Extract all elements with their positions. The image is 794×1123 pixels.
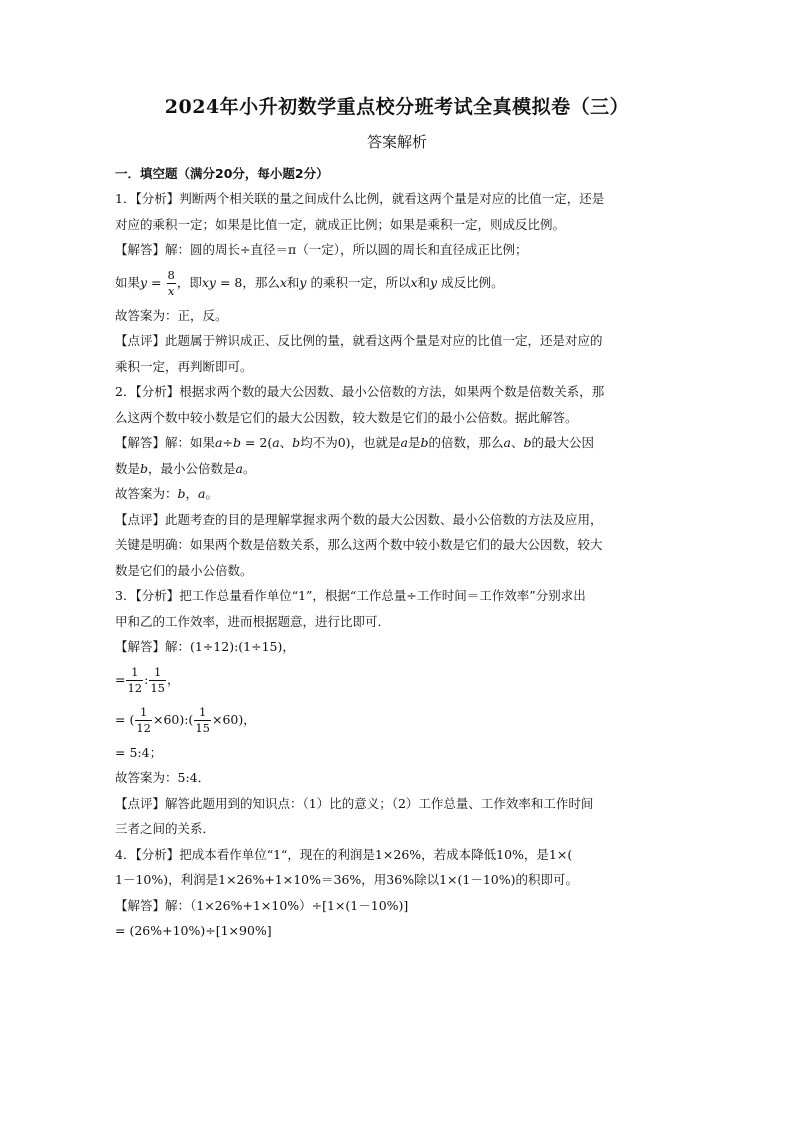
text-fragment: 的最大公因 bbox=[531, 435, 595, 450]
q2-comment-line-3: 数是它们的最小公倍数。 bbox=[115, 562, 253, 578]
fraction-numerator: 1 bbox=[149, 665, 166, 681]
q3-answer-line: 故答案为：5:4． bbox=[115, 770, 211, 785]
text-fragment: = bbox=[147, 274, 166, 290]
fraction-denominator: x bbox=[167, 283, 175, 298]
math-var: a bbox=[272, 435, 280, 450]
math-var: b bbox=[177, 486, 186, 501]
fraction bbox=[135, 705, 152, 736]
text-fragment: 故答案为： bbox=[115, 486, 178, 501]
q1-answer-line: 故答案为：正，反。 bbox=[115, 307, 228, 323]
text-fragment: 。 bbox=[205, 486, 219, 501]
q3-solution-line-2 bbox=[115, 660, 685, 700]
q2-solution-line-2 bbox=[115, 456, 685, 482]
math-expr: a÷b bbox=[215, 435, 241, 450]
math-var: a bbox=[503, 435, 511, 450]
math-var: b bbox=[140, 460, 149, 476]
q3-solution-line-1: 【解答】解：(1÷12):(1÷15)， bbox=[115, 639, 295, 654]
text-fragment: 和 bbox=[417, 274, 431, 290]
fraction bbox=[126, 665, 143, 696]
fraction-denominator: 15 bbox=[150, 680, 165, 695]
fraction-numerator: 1 bbox=[135, 705, 152, 721]
math-var: a bbox=[198, 486, 206, 501]
math-var: y bbox=[299, 274, 307, 290]
q3-comment-line-1: 【点评】解答此题用到的知识点：（1）比的意义；（2）工作总量、工作效率和工作时间 bbox=[115, 795, 594, 811]
fraction-numerator: 1 bbox=[194, 705, 211, 721]
text-fragment: 【解答】解：如果 bbox=[115, 435, 216, 450]
text-fragment: = 2( bbox=[240, 435, 273, 450]
q2-solution-line-1 bbox=[115, 430, 685, 456]
text-fragment: ×60)， bbox=[211, 711, 256, 727]
fraction-denominator: 12 bbox=[136, 720, 151, 735]
math-var: x bbox=[279, 274, 287, 290]
text-fragment: ， bbox=[166, 671, 180, 687]
q1-analysis-line-2: 对应的乘积一定；如果是比值一定，就成正比例；如果是乘积一定，则成反比例。 bbox=[115, 216, 566, 232]
q1-analysis-line-1: 1．【分析】判断两个相关联的量之间成什么比例，就看这两个量是对应的比值一定，还是 bbox=[115, 191, 605, 206]
fraction-numerator: 1 bbox=[126, 665, 143, 681]
q2-answer-line bbox=[115, 481, 685, 507]
q4-solution-line-1: 【解答】解：（1×26%+1×10%）÷[1×(1－10%)] bbox=[115, 897, 409, 913]
fraction bbox=[149, 665, 166, 696]
q1-comment-line-2: 乘积一定，再判断即可。 bbox=[115, 358, 253, 374]
fraction-numerator: 8 bbox=[167, 267, 175, 282]
text-fragment: 数是 bbox=[115, 460, 141, 476]
text-fragment: = 8，那么 bbox=[215, 274, 280, 290]
fraction-denominator: 15 bbox=[195, 720, 210, 735]
math-var: y bbox=[430, 274, 438, 290]
q4-solution-line-2: = (26%+10%)÷[1×90%] bbox=[115, 923, 272, 938]
q2-comment-line-1: 【点评】此题考查的目的是理解掌握求两个数的最大公因数、最小公倍数的方法及应用， bbox=[115, 511, 603, 527]
text-fragment: = ( bbox=[115, 711, 135, 727]
fraction bbox=[194, 705, 211, 736]
section-heading: 一．填空题（满分20分，每小题2分） bbox=[115, 166, 329, 181]
math-var: b bbox=[292, 435, 301, 450]
page-title: 2024年小升初数学重点校分班考试全真模拟卷（三） bbox=[164, 96, 630, 118]
text-fragment: ，即 bbox=[176, 274, 202, 290]
math-var: y bbox=[140, 274, 148, 290]
math-var: b bbox=[420, 435, 429, 450]
text-fragment: ， bbox=[185, 486, 199, 501]
text-fragment: 的倍数，那么 bbox=[428, 435, 504, 450]
q3-analysis-line-1: 3．【分析】把工作总量看作单位“1”，根据“工作总量÷工作时间＝工作效率”分别求出 bbox=[115, 588, 586, 603]
q1-comment-line-1: 【点评】此题属于辨识成正、反比例的量，就看这两个量是对应的比值一定，还是对应的 bbox=[115, 333, 603, 348]
text-fragment: = bbox=[115, 671, 126, 687]
text-fragment: 成反比例。 bbox=[437, 274, 504, 290]
text-fragment: : bbox=[144, 671, 149, 687]
text-fragment: 的乘积一定，所以 bbox=[306, 274, 411, 290]
answer-content bbox=[115, 162, 685, 944]
text-fragment: ×60):( bbox=[152, 711, 194, 727]
text-fragment: 、 bbox=[279, 435, 293, 450]
math-var: b bbox=[523, 435, 532, 450]
q3-solution-line-3 bbox=[115, 700, 685, 740]
q4-analysis-line-2: 1－10%)，利润是1×26%+1×10%＝36%，用36%除以1×(1－10%)的积即可。 bbox=[115, 872, 578, 887]
q1-solution-line-2 bbox=[115, 263, 685, 303]
q2-analysis-line-1: 2．【分析】根据求两个数的最大公因数、最小公倍数的方法，如果两个数是倍数关系，那 bbox=[115, 384, 605, 399]
q1-solution-line-1: 【解答】解：圆的周长÷直径＝π（一定），所以圆的周长和直径成正比例； bbox=[115, 242, 528, 257]
fraction bbox=[167, 268, 176, 299]
text-fragment: 如果 bbox=[115, 274, 141, 290]
text-fragment: 。 bbox=[243, 460, 256, 476]
q4-analysis-line-1: 4．【分析】把成本看作单位“1“，现在的利润是1×26%，若成本降低10%，是1×( bbox=[115, 846, 573, 862]
page-subtitle: 答案解析 bbox=[366, 133, 427, 151]
text-fragment: 、 bbox=[510, 435, 524, 450]
math-var: a bbox=[400, 435, 408, 450]
math-var: a bbox=[235, 460, 243, 476]
text-fragment: 和 bbox=[286, 274, 300, 290]
math-var: x bbox=[410, 274, 418, 290]
q3-analysis-line-2: 甲和乙的工作效率，进而根据题意，进行比即可． bbox=[115, 613, 391, 629]
q2-analysis-line-2: 么这两个数中较小数是它们的最大公因数，较大数是它们的最小公倍数。据此解答。 bbox=[115, 409, 578, 425]
q3-comment-line-2: 三者之间的关系． bbox=[115, 821, 216, 836]
fraction-denominator: 12 bbox=[127, 680, 143, 695]
q3-solution-line-4: = 5:4； bbox=[115, 744, 163, 760]
text-fragment: 均不为0)，也就是 bbox=[300, 435, 401, 450]
text-fragment: 是 bbox=[407, 435, 421, 450]
math-var: xy bbox=[201, 274, 216, 290]
q2-comment-line-2: 关键是明确：如果两个数是倍数关系，那么这两个数中较小数是它们的最大公因数，较大 bbox=[115, 537, 603, 552]
text-fragment: ，最小公倍数是 bbox=[148, 460, 236, 476]
